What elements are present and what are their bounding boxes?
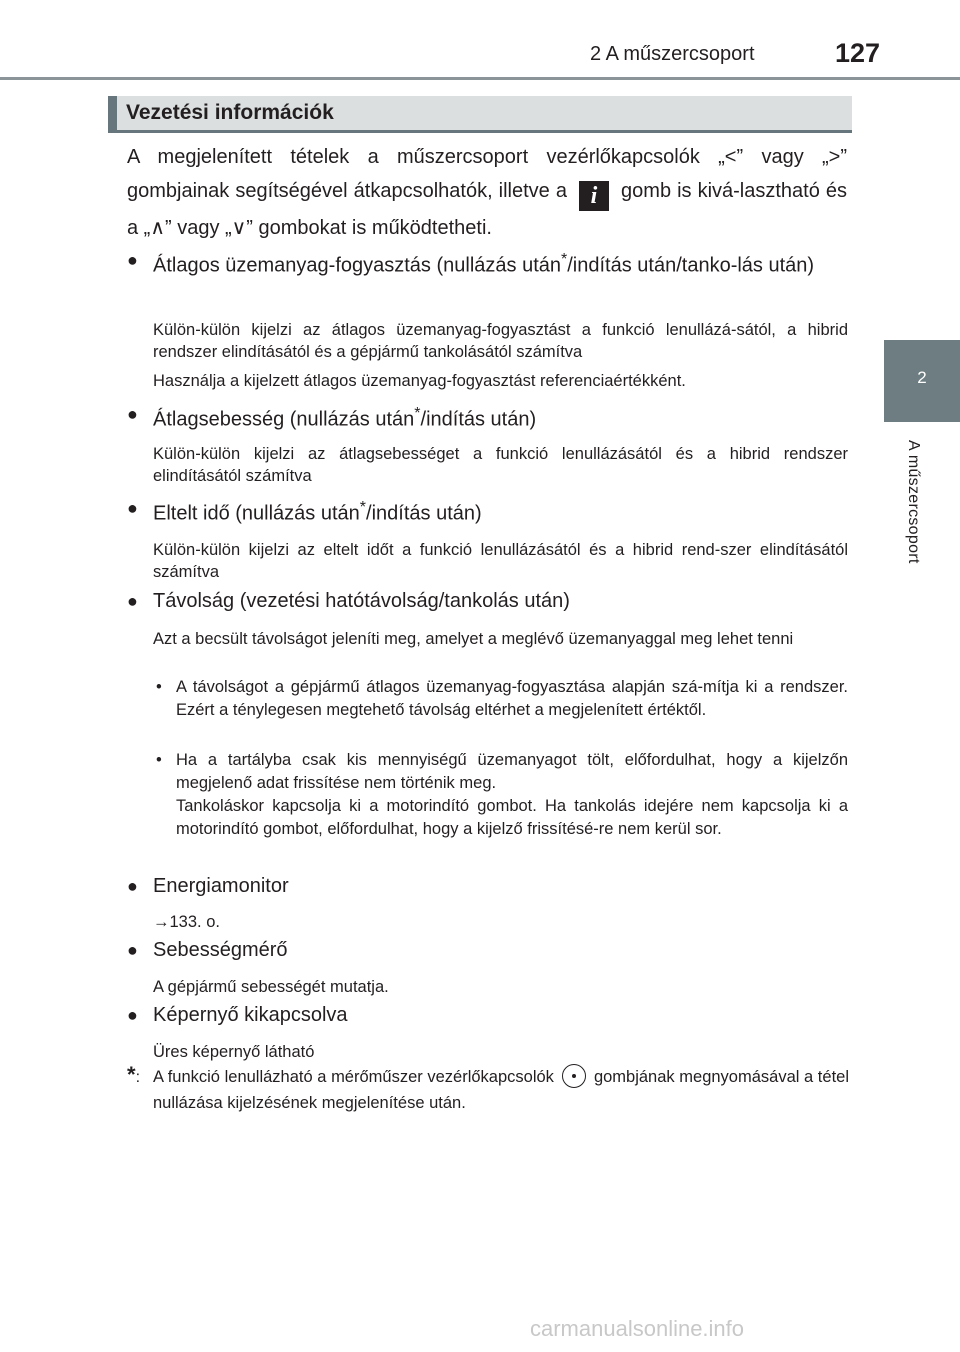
desc-screen-off: Üres képernyő látható [153, 1043, 315, 1061]
intro-text-1: A megjelenített tételek a műszercsoport vezérlőkapcsolók „<” vagy „>” gombjainak segítségével átkapcsolhatók, illetve a [127, 146, 847, 202]
intro-paragraph [127, 140, 847, 245]
sub-bullet-para-1: Ha a tartályba csak kis mennyiségű üzemanyagot tölt, előfordulhat, hogy a kijelzőn megjelenő adat frissítése nem történik meg. [176, 751, 848, 792]
section-header-bar [108, 96, 117, 130]
chapter-side-label: A műszercsoport [905, 440, 922, 564]
bullet-icon: ● [127, 876, 138, 896]
item-title: Energiamonitor [153, 875, 289, 897]
watermark: carmanualsonline.info [530, 1316, 745, 1341]
item-distance [127, 585, 849, 617]
bullet-icon: ● [127, 404, 138, 424]
sub-bullet-text [176, 749, 848, 841]
star-marker: * [359, 499, 367, 516]
header-rule [0, 77, 960, 80]
desc-average-speed: Külön-külön kijelzi az átlagsebességet a funkció lenullázásától és a hibrid rendszer elindításától számítva [153, 445, 848, 485]
desc-average-fuel-note: Használja a kijelzett átlagos üzemanyag-fogyasztást referenciaértékként. [153, 372, 686, 390]
info-icon: i [579, 181, 609, 211]
item-screen-off [127, 999, 849, 1031]
desc-elapsed-time: Külön-külön kijelzi az eltelt időt a funkció lenullázásától és a hibrid rend-szer elindításától számítva [153, 541, 848, 581]
bullet-icon: ● [127, 591, 138, 611]
item-energy-monitor [127, 870, 849, 902]
footnote [127, 1064, 849, 1116]
bullet-icon: ● [127, 1005, 138, 1025]
header-title: 2 A műszercsoport [590, 43, 755, 65]
chapter-number: 2 [917, 368, 927, 387]
desc-distance: Azt a becsült távolságot jeleníti meg, amelyet a meglévő üzemanyaggal meg lehet tenni [153, 630, 794, 648]
footnote-text: A funkció lenullázható a mérőműszer vezérlőkapcsolók gombjának megnyomásával a tétel nullázása kijelzésének megjelenítése után. [153, 1064, 849, 1116]
select-button-icon [562, 1064, 586, 1088]
item-title: Átlagos üzemanyag-fogyasztás (nullázás után*/indítás után/tanko-lás után) [153, 251, 815, 277]
sub-bullet-icon: • [156, 678, 162, 696]
item-title: Eltelt idő (nullázás után*/indítás után) [153, 499, 482, 525]
item-average-fuel [127, 244, 849, 282]
page-number: 127 [835, 38, 881, 68]
desc-speedometer: A gépjármű sebességét mutatja. [153, 978, 389, 996]
chapter-side-tab [884, 340, 960, 422]
bullet-icon: ● [127, 940, 138, 960]
bullet-icon: ● [127, 498, 138, 518]
section-title: Vezetési információk [126, 101, 334, 124]
item-title: Átlagsebesség (nullázás után*/indítás után) [153, 405, 537, 431]
sub-bullet-para-2: Tankoláskor kapcsolja ki a motorindító gombot. Ha tankolás idejére nem kapcsolja ki a motorindító gombot, előfordulhat, hogy a kijelző frissítésé-re nem kerül sor. [176, 797, 848, 838]
desc-energy-monitor: →133. o. [153, 913, 220, 931]
section-underline [108, 130, 852, 133]
sub-bullet-icon: • [156, 751, 162, 769]
item-average-speed [127, 398, 849, 436]
sub-bullet-1 [156, 676, 848, 722]
footnote-star: *: [127, 1062, 141, 1087]
item-title: Távolság (vezetési hatótávolság/tankolás után) [153, 590, 570, 612]
sub-bullet-text: A távolságot a gépjármű átlagos üzemanyag-fogyasztása alapján szá-mítja ki a rendszer. Ezért a ténylegesen megtehető távolság eltérhet a megjelenített értéktől. [176, 678, 848, 719]
star-marker: * [414, 405, 421, 422]
section-header [108, 96, 852, 130]
item-title: Sebességmérő [153, 939, 288, 961]
desc-average-fuel: Külön-külön kijelzi az átlagos üzemanyag-fogyasztást a funkció lenullázá-sától, a hibrid rendszer elindításától és a gépjármű tankolásától számítva [153, 321, 848, 361]
intro-text-2: gomb is kivá-lasztható és a „∧” vagy „∨” gombokat is működtetheti. [127, 180, 848, 239]
item-elapsed-time [127, 492, 849, 530]
item-title: Képernyő kikapcsolva [153, 1004, 348, 1026]
bullet-icon: ● [127, 250, 138, 270]
star-marker: * [561, 251, 568, 268]
item-speedometer [127, 934, 849, 966]
sub-bullet-2 [156, 749, 848, 841]
